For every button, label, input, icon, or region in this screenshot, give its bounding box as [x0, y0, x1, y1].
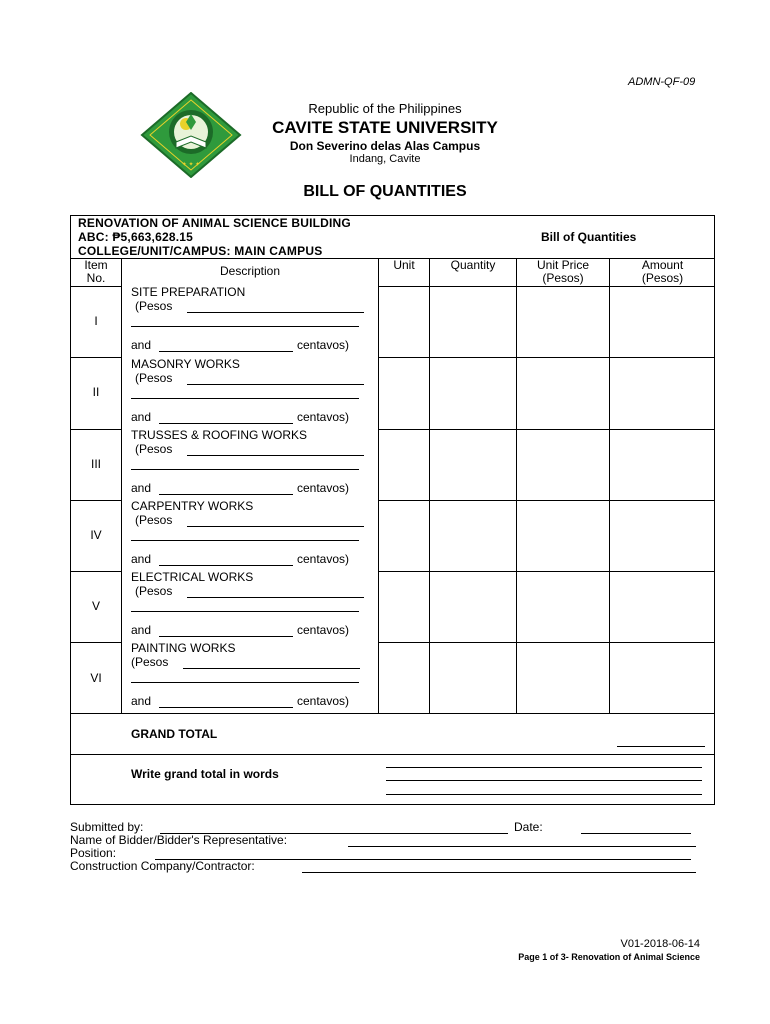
pesos-label: (Pesos: [135, 299, 173, 313]
university-name: CAVITE STATE UNIVERSITY: [272, 118, 498, 137]
centavos-blank[interactable]: [159, 494, 293, 495]
row-separator: [379, 429, 715, 430]
pesos-blank-line2[interactable]: [131, 469, 359, 470]
bidder-name-label: Name of Bidder/Bidder's Representative:: [70, 833, 288, 847]
centavos-blank[interactable]: [159, 707, 293, 708]
document-title: BILL OF QUANTITIES: [303, 183, 467, 200]
col-unit-header: Unit: [393, 258, 415, 272]
col-unit-price-header: [517, 259, 609, 285]
pesos-label: (Pesos: [135, 442, 173, 456]
position-label: Position:: [70, 846, 117, 860]
pesos-label: (Pesos: [131, 655, 169, 669]
company-blank[interactable]: [302, 872, 696, 873]
and-label: and: [131, 410, 152, 424]
svg-text:✦ ✦ ✦: ✦ ✦ ✦: [181, 162, 201, 168]
col-item-header: [71, 259, 121, 285]
pesos-blank-line2[interactable]: [131, 326, 359, 327]
pesos-blank[interactable]: [187, 597, 364, 598]
row-separator: [70, 357, 121, 358]
item-title: ELECTRICAL WORKS: [131, 570, 254, 584]
col-divider-unit: [429, 258, 430, 713]
words-blank-line2[interactable]: [386, 780, 702, 781]
words-blank-line1[interactable]: [386, 767, 702, 768]
item-title: SITE PREPARATION: [131, 285, 246, 299]
item-number: III: [90, 457, 101, 471]
row-separator: [70, 571, 121, 572]
pesos-blank-line2[interactable]: [131, 611, 359, 612]
campus-name: Don Severino delas Alas Campus: [289, 139, 481, 153]
words-blank-line3[interactable]: [386, 794, 702, 795]
grand-total-top-line: [70, 713, 715, 714]
pesos-blank-line2[interactable]: [131, 398, 359, 399]
col-amount-line2: (Pesos): [641, 271, 684, 285]
centavos-label: centavos): [297, 552, 350, 566]
page-info: Page 1 of 3- Renovation of Animal Science: [518, 952, 700, 962]
centavos-label: centavos): [297, 481, 350, 495]
centavos-label: centavos): [297, 410, 350, 424]
pesos-blank[interactable]: [187, 526, 364, 527]
centavos-blank[interactable]: [159, 351, 293, 352]
item-number: VI: [90, 671, 102, 685]
col-divider-item: [121, 258, 122, 713]
and-label: and: [131, 623, 152, 637]
col-item-line1: Item: [84, 258, 108, 272]
centavos-label: centavos): [297, 338, 350, 352]
bidder-name-blank[interactable]: [348, 846, 696, 847]
col-divider-description: [378, 258, 379, 713]
col-divider-unit-price: [609, 258, 610, 713]
campus-location: Indang, Cavite: [349, 153, 421, 165]
col-item-line2: No.: [86, 271, 106, 285]
row-separator: [379, 286, 715, 287]
republic-text: Republic of the Philippines: [308, 101, 462, 116]
and-label: and: [131, 338, 152, 352]
row-separator: [70, 500, 121, 501]
col-unit-price-line2: (Pesos): [542, 271, 584, 285]
item-number: I: [94, 314, 98, 328]
row-separator: [379, 500, 715, 501]
row-separator: [70, 429, 121, 430]
grand-total-words-label: Write grand total in words: [131, 767, 279, 781]
pesos-blank[interactable]: [187, 384, 364, 385]
item-title: PAINTING WORKS: [131, 641, 236, 655]
col-amount-line1: Amount: [641, 258, 684, 272]
boq-label: Bill of Quantities: [541, 230, 637, 244]
col-divider-quantity: [516, 258, 517, 713]
project-abc: ABC: ₱5,663,628.15: [78, 230, 193, 244]
grand-total-blank[interactable]: [617, 746, 705, 747]
pesos-label: (Pesos: [135, 513, 173, 527]
pesos-blank-line2[interactable]: [131, 540, 359, 541]
centavos-label: centavos): [297, 623, 350, 637]
item-title: CARPENTRY WORKS: [131, 499, 254, 513]
row-separator: [70, 642, 121, 643]
date-label: Date:: [514, 820, 543, 834]
row-separator: [379, 571, 715, 572]
col-amount-header: [610, 259, 715, 285]
centavos-blank[interactable]: [159, 565, 293, 566]
pesos-blank-line2[interactable]: [131, 682, 359, 683]
item-number: IV: [90, 528, 102, 542]
and-label: and: [131, 481, 152, 495]
words-top-line: [70, 754, 715, 755]
col-quantity-header: Quantity: [450, 258, 496, 272]
row-separator: [379, 357, 715, 358]
project-unit: COLLEGE/UNIT/CAMPUS: MAIN CAMPUS: [78, 244, 323, 258]
centavos-label: centavos): [297, 694, 350, 708]
pesos-label: (Pesos: [135, 371, 173, 385]
pesos-blank[interactable]: [183, 668, 360, 669]
col-unit-price-line1: Unit Price: [536, 258, 589, 272]
form-code: ADMN-QF-09: [628, 76, 696, 88]
item-number: II: [92, 385, 100, 399]
col-description-header: Description: [219, 264, 281, 278]
and-label: and: [131, 694, 152, 708]
row-separator: [379, 642, 715, 643]
grand-total-label: GRAND TOTAL: [131, 727, 218, 741]
company-label: Construction Company/Contractor:: [70, 859, 255, 873]
project-name: RENOVATION OF ANIMAL SCIENCE BUILDING: [78, 216, 351, 230]
centavos-blank[interactable]: [159, 423, 293, 424]
version-code: V01-2018-06-14: [620, 938, 700, 950]
item-title: TRUSSES & ROOFING WORKS: [131, 428, 308, 442]
date-blank[interactable]: [581, 833, 691, 834]
pesos-label: (Pesos: [135, 584, 173, 598]
row-separator: [70, 286, 121, 287]
pesos-blank[interactable]: [187, 455, 364, 456]
centavos-blank[interactable]: [159, 636, 293, 637]
item-number: V: [91, 599, 100, 613]
pesos-blank[interactable]: [187, 312, 364, 313]
submitted-by-label: Submitted by:: [70, 820, 144, 834]
item-title: MASONRY WORKS: [131, 357, 240, 371]
and-label: and: [131, 552, 152, 566]
